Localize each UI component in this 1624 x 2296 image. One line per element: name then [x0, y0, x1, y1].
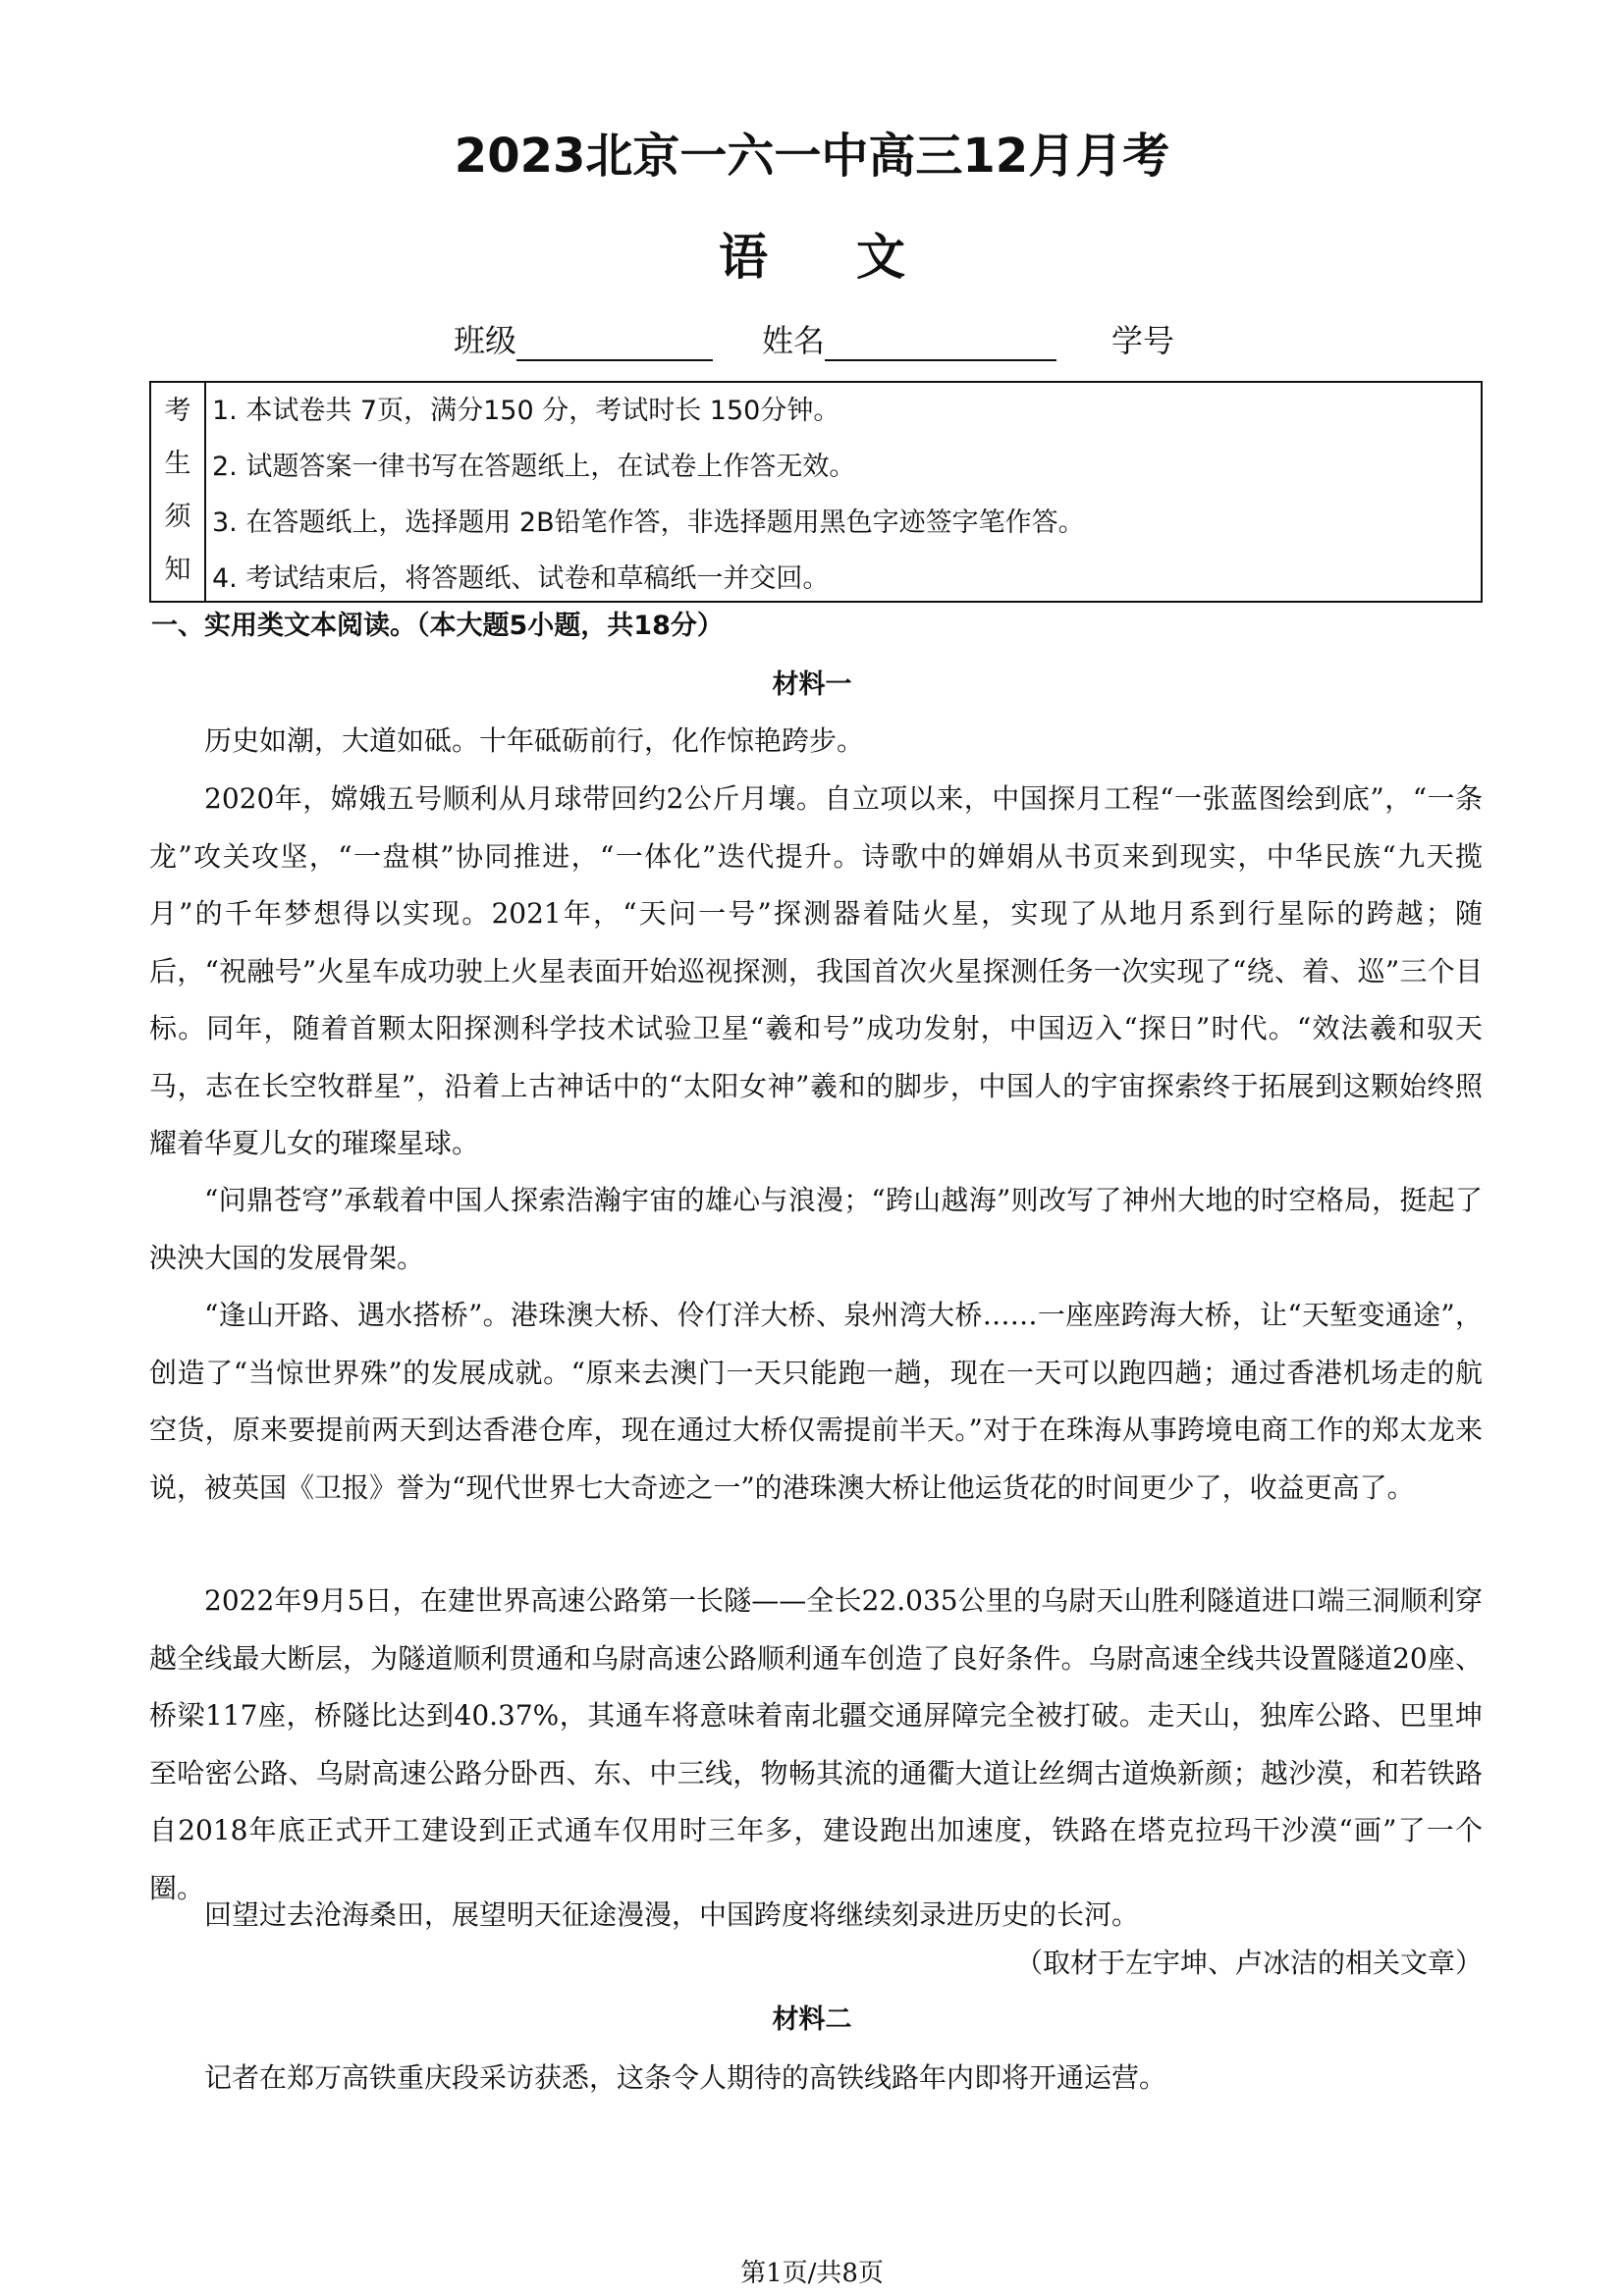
material-one-heading: 材料一	[772, 669, 852, 700]
notice-item: 2. 试题答案一律书写在答题纸上，在试卷上作答无效。	[212, 452, 856, 482]
exam-title: 2023北京一六一中高三12月月考	[454, 129, 1170, 184]
notice-item: 1. 本试卷共 7页，满分150 分，考试时长 150分钟。	[212, 396, 840, 426]
student-info-row	[454, 312, 1174, 361]
class-label: 班级	[454, 322, 517, 359]
notice-side-char: 生	[164, 449, 191, 479]
paragraph: 2022年9月5日，在建世界高速公路第一长隧——全长22.035公里的乌尉天山胜利隧道进口端三洞顺利穿越全线最大断层，为隧道顺利贯通和乌尉高速公路顺利通车创造了良好条件。乌尉高速全线共设置隧道20座、桥梁117座，桥隧比达到40.37%，其通车将意味着南北疆交通屏障完全被打破。走天山，独库公路、巴里坤至哈密公路、乌尉高速公路分卧西、东、中三线，物畅其流的通衢大道让丝绸古道焕新颜；越沙漠，和若铁路自2018年底正式开工建设到正式通车仅用时三年多，建设跑出加速度，铁路在塔克拉玛干沙漠“画”了一个圈。	[149, 1584, 1483, 1904]
paragraph: “逢山开路、遇水搭桥”。港珠澳大桥、伶仃洋大桥、泉州湾大桥……一座座跨海大桥，让“天堑变通途”，创造了“当惊世界殊”的发展成就。“原来去澳门一天只能跑一趟，现在一天可以跑四趟；通过香港机场走的航空货，原来要提前两天到达香港仓库，现在通过大桥仅需提前半天。”对于在珠海从事跨境电商工作的郑太龙来说，被英国《卫报》誉为“现代世界七大奇迹之一”的港珠澳大桥让他运货花的时间更少了，收益更高了。	[149, 1299, 1483, 1504]
notice-item: 3. 在答题纸上，选择题用 2B铅笔作答，非选择题用黑色字迹签字笔作答。	[212, 507, 1085, 538]
name-label: 姓名	[762, 322, 826, 359]
source-citation: （取材于左宇坤、卢冰洁的相关文章）	[1014, 1947, 1483, 1979]
class-blank[interactable]	[516, 320, 713, 361]
student-id-label: 学号	[1111, 322, 1175, 359]
notice-side-char: 须	[164, 502, 191, 532]
page-indicator: 第1页/共8页	[740, 2259, 884, 2288]
paragraph: “问鼎苍穹”承载着中国人探索浩瀚宇宙的雄心与浪漫；“跨山越海”则改写了神州大地的时空格局，挺起了泱泱大国的发展骨架。	[149, 1184, 1483, 1274]
name-blank[interactable]	[825, 320, 1056, 361]
notice-item: 4. 考试结束后，将答题纸、试卷和草稿纸一并交回。	[212, 563, 830, 594]
paragraph: 回望过去沧海桑田，展望明天征途漫漫，中国跨度将继续刻录进历史的长河。	[204, 1898, 1140, 1931]
paragraph: 记者在郑万高铁重庆段采访获悉，这条令人期待的高铁线路年内即将开通运营。	[204, 2061, 1167, 2094]
subject-title: 语文	[719, 229, 994, 286]
notice-side-char: 知	[164, 555, 191, 585]
paragraph: 历史如潮，大道如砥。十年砥砺前行，化作惊艳跨步。	[204, 724, 865, 757]
notice-side-label	[151, 383, 206, 601]
notice-side-char: 考	[164, 396, 191, 426]
exam-notice-box	[149, 381, 1483, 603]
section-heading: 一、实用类文本阅读。（本大题5小题，共18分）	[151, 611, 724, 641]
material-two-heading: 材料二	[772, 2004, 852, 2035]
paragraph: 2020年，嫦娥五号顺利从月球带回约2公斤月壤。自立项以来，中国探月工程“一张蓝图绘到底”，“一条龙”攻关攻坚，“一盘棋”协同推进，“一体化”迭代提升。诗歌中的婵娟从书页来到现实，中华民族“九天揽月”的千年梦想得以实现。2021年，“天问一号”探测器着陆火星，实现了从地月系到行星际的跨越；随后，“祝融号”火星车成功驶上火星表面开始巡视探测，我国首次火星探测任务一次实现了“绕、着、巡”三个目标。同年，随着首颗太阳探测科学技术试验卫星“羲和号”成功发射，中国迈入“探日”时代。“效法羲和驭天马，志在长空牧群星”，沿着上古神话中的“太阳女神”羲和的脚步，中国人的宇宙探索终于拓展到这颗始终照耀着华夏儿女的璀璨星球。	[149, 782, 1483, 1159]
notice-items	[206, 383, 1481, 601]
